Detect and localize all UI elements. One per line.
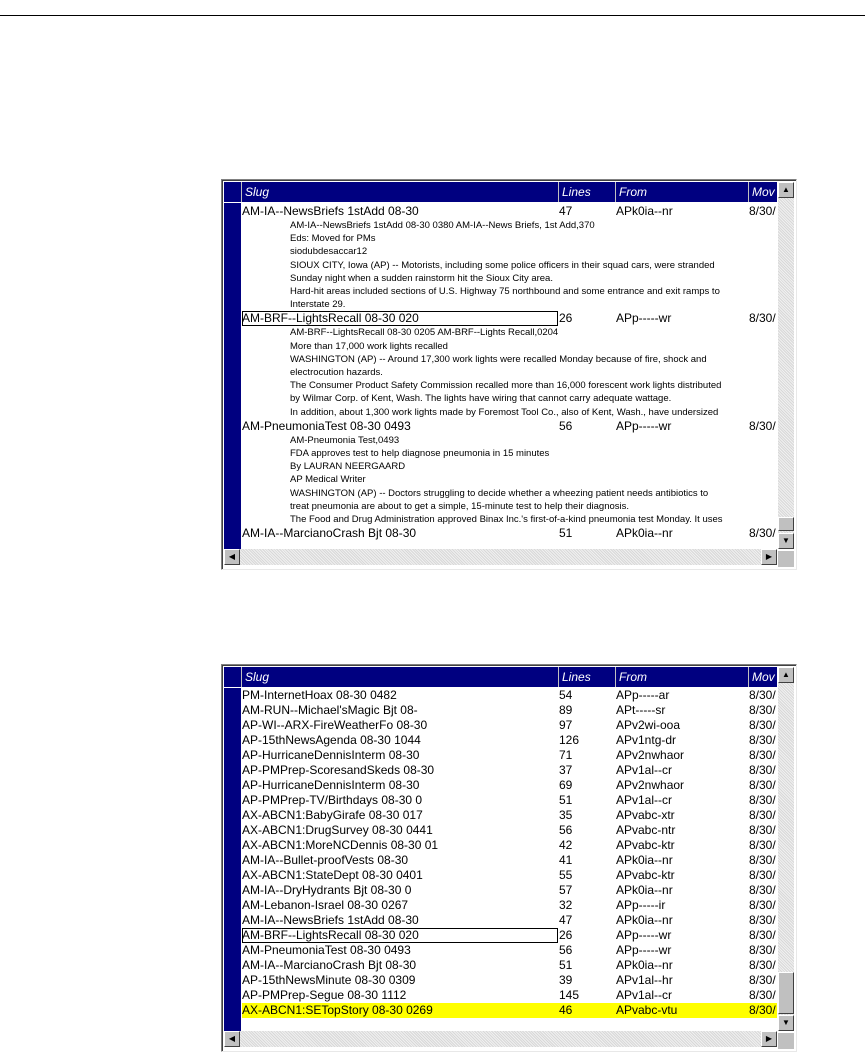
lines-cell: 126 <box>559 733 580 747</box>
vertical-scrollbar[interactable] <box>778 667 794 1031</box>
slug-cell: AM-IA--NewsBriefs 1stAdd 08-30 <box>242 204 419 218</box>
moved-cell: 8/30/ <box>749 853 776 867</box>
moved-cell: 8/30/ <box>749 958 776 972</box>
lines-cell: 54 <box>559 688 573 702</box>
table-row-selected[interactable] <box>242 1003 777 1018</box>
slug-cell: AM-IA--NewsBriefs 1stAdd 08-30 <box>242 913 419 927</box>
moved-cell: 8/30/ <box>749 778 776 792</box>
from-cell: APp-----wr <box>616 311 672 326</box>
moved-cell: 8/30/ <box>749 838 776 852</box>
lines-cell: 51 <box>559 793 573 807</box>
lines-cell: 57 <box>559 883 573 897</box>
moved-cell: 8/30/ <box>749 763 776 777</box>
story-text-line: The Consumer Product Safety Commission recalled more than 16,000 forescent work lights distributed <box>290 380 722 392</box>
table-row[interactable] <box>242 868 777 883</box>
story-text-line: FDA approves test to help diagnose pneumonia in 15 minutes <box>290 448 550 460</box>
story-text-line: Interstate 29. <box>290 299 346 311</box>
from-cell: APv1al--cr <box>616 988 673 1002</box>
from-cell: APv2nwhaor <box>616 748 685 762</box>
table-row[interactable] <box>242 688 777 703</box>
lines-cell: 42 <box>559 838 573 852</box>
lines-cell: 69 <box>559 778 573 792</box>
table-row[interactable] <box>242 988 777 1003</box>
slug-cell: AM-IA--DryHydrants Bjt 08-30 0 <box>242 883 412 897</box>
scroll-down-icon: ▼ <box>782 536 790 545</box>
moved-cell: 8/30/ <box>749 1003 776 1017</box>
table-row[interactable] <box>242 838 777 853</box>
lines-cell: 56 <box>559 418 573 433</box>
header-from[interactable]: From <box>616 667 749 687</box>
scrollbar-corner <box>778 551 794 567</box>
scroll-down-button[interactable] <box>778 1015 794 1031</box>
lines-cell: 56 <box>559 943 573 957</box>
lines-cell: 51 <box>559 526 573 541</box>
from-cell: APp-----wr <box>616 418 672 433</box>
slug-cell: AM-RUN--Michael'sMagic Bjt 08- <box>242 703 418 717</box>
from-cell: APp-----ir <box>616 898 666 912</box>
from-cell: APk0ia--nr <box>616 883 673 897</box>
moved-cell: 8/30/ <box>749 526 776 541</box>
scroll-up-button[interactable] <box>778 182 794 198</box>
from-cell: APk0ia--nr <box>616 526 673 541</box>
lines-cell: 41 <box>559 853 573 867</box>
moved-cell: 8/30/ <box>749 793 776 807</box>
slug-cell: AM-IA--MarcianoCrash Bjt 08-30 <box>242 526 417 541</box>
slug-cell: AP-HurricaneDennisInterm 08-30 <box>242 748 420 762</box>
scroll-left-icon: ◀ <box>228 552 236 561</box>
column-header <box>224 667 777 687</box>
table-row[interactable] <box>242 943 777 958</box>
moved-cell: 8/30/ <box>749 868 776 882</box>
scrollbar-corner <box>778 1033 794 1049</box>
table-row[interactable] <box>242 808 777 823</box>
from-cell: APk0ia--nr <box>616 958 673 972</box>
slug-cell: AM-IA--Bullet-proofVests 08-30 <box>242 853 409 867</box>
from-cell: APvabc-ktr <box>616 868 675 882</box>
slug-cell: AP-PMPrep-ScoresandSkeds 08-30 <box>242 763 435 777</box>
lines-cell: 47 <box>559 913 573 927</box>
scroll-left-icon: ◀ <box>228 1034 236 1043</box>
moved-cell: 8/30/ <box>749 748 776 762</box>
lines-cell: 56 <box>559 823 573 837</box>
moved-cell: 8/30/ <box>749 688 776 702</box>
scroll-up-icon: ▲ <box>782 185 790 194</box>
slug-cell: AP-PMPrep-Segue 08-30 1112 <box>242 988 407 1002</box>
scroll-down-button[interactable] <box>778 533 794 549</box>
scroll-right-icon: ▶ <box>765 552 773 561</box>
table-row[interactable] <box>242 748 777 763</box>
top-divider <box>0 15 865 16</box>
from-cell: APk0ia--nr <box>616 204 673 218</box>
horizontal-scrollbar[interactable] <box>224 1031 777 1047</box>
lines-cell: 89 <box>559 703 573 717</box>
from-cell: APv1al--hr <box>616 973 673 987</box>
story-text-line: The Food and Drug Administration approved Binax Inc.'s first-of-a-kind pneumonia test Monday. It uses <box>290 514 723 526</box>
lines-cell: 37 <box>559 763 573 777</box>
horizontal-scrollbar[interactable] <box>224 549 777 565</box>
story-text-line: electrocution hazards. <box>290 367 383 379</box>
slug-cell: AX-ABCN1:SETopStory 08-30 0269 <box>242 1003 433 1017</box>
from-cell: APvabc-ntr <box>616 823 676 837</box>
moved-cell: 8/30/ <box>749 703 776 717</box>
from-cell: APp-----wr <box>616 943 672 957</box>
slug-cell: AP-PMPrep-TV/Birthdays 08-30 0 <box>242 793 423 807</box>
scroll-thumb[interactable] <box>778 972 794 1014</box>
story-text-line: treat pneumonia are about to get a simple, 15-minute test to help their diagnosis. <box>290 500 630 512</box>
lines-cell: 97 <box>559 718 573 732</box>
table-row[interactable] <box>242 733 777 748</box>
moved-cell: 8/30/ <box>749 733 776 747</box>
header-slug[interactable]: Slug <box>242 667 559 687</box>
lines-cell: 26 <box>559 928 573 942</box>
table-row[interactable] <box>242 718 777 733</box>
expanded-story-panel <box>221 179 797 570</box>
story-text-line: AM-IA--NewsBriefs 1stAdd 08-30 0380 AM-IA--News Briefs, 1st Add,370 <box>290 220 595 231</box>
table-row[interactable] <box>242 793 777 808</box>
scroll-right-button[interactable] <box>761 549 777 565</box>
scroll-right-icon: ▶ <box>765 1034 773 1043</box>
moved-cell: 8/30/ <box>749 418 776 433</box>
slug-cell: PM-InternetHoax 08-30 0482 <box>242 688 397 702</box>
from-cell: APv1al--cr <box>616 793 673 807</box>
slug-cell: AP-WI--ARX-FireWeatherFo 08-30 <box>242 718 428 732</box>
scroll-left-button[interactable] <box>224 549 240 565</box>
from-cell: APv2nwhaor <box>616 778 685 792</box>
lines-cell: 145 <box>559 988 580 1002</box>
moved-cell: 8/30/ <box>749 823 776 837</box>
header-moved[interactable]: Mov <box>752 185 775 199</box>
from-cell: APp-----wr <box>616 928 672 942</box>
from-cell: APv2wi-ooa <box>616 718 681 732</box>
lines-cell: 26 <box>559 311 573 326</box>
table-row[interactable] <box>242 703 777 718</box>
story-text-line: by Wilmar Corp. of Kent, Wash. The lights have wiring that cannot carry adequate wattage. <box>290 393 672 405</box>
from-cell: APp-----ar <box>616 688 670 702</box>
table-row[interactable] <box>242 526 777 541</box>
from-cell: APk0ia--nr <box>616 853 673 867</box>
from-cell: APk0ia--nr <box>616 913 673 927</box>
story-text-line: More than 17,000 work lights recalled <box>290 340 448 352</box>
table-row[interactable] <box>242 823 777 838</box>
from-cell: APv1al--cr <box>616 763 673 777</box>
table-row[interactable] <box>242 853 777 868</box>
lines-cell: 46 <box>559 1003 573 1017</box>
slug-cell: AM-BRF--LightsRecall 08-30 020 <box>242 311 558 326</box>
table-row[interactable] <box>242 763 777 778</box>
story-text-line: By LAURAN NEERGAARD <box>290 461 406 473</box>
scroll-up-icon: ▲ <box>782 670 790 679</box>
story-text-line: AP Medical Writer <box>290 474 366 486</box>
header-from[interactable]: From <box>616 182 749 202</box>
table-row[interactable] <box>242 419 777 434</box>
slug-cell: AM-BRF--LightsRecall 08-30 020 <box>242 928 558 943</box>
story-text-line: SIOUX CITY, Iowa (AP) -- Motorists, including some police officers in their squad cars, were stranded <box>290 259 715 271</box>
moved-cell: 8/30/ <box>749 988 776 1002</box>
from-cell: APvabc-ktr <box>616 838 675 852</box>
story-list <box>242 204 777 549</box>
story-text-line: WASHINGTON (AP) -- Around 17,300 work lights were recalled Monday because of fire, shock and <box>290 353 707 365</box>
table-row[interactable] <box>242 898 777 913</box>
from-cell: APvabc-vtu <box>616 1003 678 1017</box>
slug-cell: AM-IA--MarcianoCrash Bjt 08-30 <box>242 958 417 972</box>
story-list <box>242 688 777 1031</box>
row-selector-column[interactable] <box>224 688 241 1031</box>
moved-cell: 8/30/ <box>749 928 776 942</box>
slug-cell: AX-ABCN1:StateDept 08-30 0401 <box>242 868 423 882</box>
slug-cell: AX-ABCN1:MoreNCDennis 08-30 01 <box>242 838 439 852</box>
story-text-line: Hard-hit areas included sections of U.S. Highway 75 northbound and some entrance and exit ramps to <box>290 286 720 298</box>
slug-cell: AX-ABCN1:BabyGirafe 08-30 017 <box>242 808 423 822</box>
from-cell: APv1ntg-dr <box>616 733 677 747</box>
lines-cell: 71 <box>559 748 573 762</box>
moved-cell: 8/30/ <box>749 718 776 732</box>
story-text-line: Sunday night when a sudden rainstorm hit the Sioux City area. <box>290 272 553 284</box>
row-selector-column[interactable] <box>224 203 241 549</box>
story-text-line: siodubdesaccar12 <box>290 246 368 258</box>
scroll-left-button[interactable] <box>224 1031 240 1047</box>
scroll-up-button[interactable] <box>778 667 794 683</box>
story-list-panel <box>221 664 797 1052</box>
slug-cell: AP-HurricaneDennisInterm 08-30 <box>242 778 420 792</box>
header-slug[interactable]: Slug <box>242 182 559 202</box>
vertical-scrollbar[interactable] <box>778 182 794 549</box>
slug-cell: AP-15thNewsAgenda 08-30 1044 <box>242 733 421 747</box>
slug-cell: AM-PneumoniaTest 08-30 0493 <box>242 418 411 433</box>
slug-cell: AM-Lebanon-Israel 08-30 0267 <box>242 898 409 912</box>
story-text-line: Eds: Moved for PMs <box>290 233 376 245</box>
lines-cell: 47 <box>559 204 573 218</box>
moved-cell: 8/30/ <box>749 898 776 912</box>
moved-cell: 8/30/ <box>749 311 776 326</box>
moved-cell: 8/30/ <box>749 973 776 987</box>
moved-cell: 8/30/ <box>749 943 776 957</box>
header-lines[interactable]: Lines <box>559 182 616 202</box>
story-text-line: AM-BRF--LightsRecall 08-30 0205 AM-BRF--Lights Recall,0204 <box>290 327 559 339</box>
moved-cell: 8/30/ <box>749 913 776 927</box>
moved-cell: 8/30/ <box>749 204 776 218</box>
moved-cell: 8/30/ <box>749 808 776 822</box>
lines-cell: 32 <box>559 898 573 912</box>
table-row[interactable] <box>242 311 777 326</box>
lines-cell: 39 <box>559 973 573 987</box>
header-lines[interactable]: Lines <box>559 667 616 687</box>
lines-cell: 55 <box>559 868 573 882</box>
from-cell: APt-----sr <box>616 703 666 717</box>
table-row[interactable] <box>242 928 777 943</box>
scroll-thumb[interactable] <box>778 517 794 531</box>
slug-cell: AP-15thNewsMinute 08-30 0309 <box>242 973 416 987</box>
header-moved[interactable]: Mov <box>752 670 775 684</box>
column-header <box>224 182 777 202</box>
slug-cell: AM-PneumoniaTest 08-30 0493 <box>242 943 411 957</box>
story-text-line: WASHINGTON (AP) -- Doctors struggling to decide whether a wheezing patient needs antibiotics to <box>290 487 709 499</box>
story-text-line: AM-Pneumonia Test,0493 <box>290 434 400 446</box>
story-text-line: In addition, about 1,300 work lights made by Foremost Tool Co., also of Kent, Wash., have undersized <box>290 406 719 418</box>
from-cell: APvabc-xtr <box>616 808 675 822</box>
scroll-right-button[interactable] <box>761 1031 777 1047</box>
moved-cell: 8/30/ <box>749 883 776 897</box>
table-row[interactable] <box>242 913 777 928</box>
lines-cell: 51 <box>559 958 573 972</box>
header-corner <box>224 667 242 687</box>
table-row[interactable] <box>242 958 777 973</box>
table-row[interactable] <box>242 778 777 793</box>
lines-cell: 35 <box>559 808 573 822</box>
slug-cell: AX-ABCN1:DrugSurvey 08-30 0441 <box>242 823 433 837</box>
header-corner <box>224 182 242 202</box>
scroll-down-icon: ▼ <box>782 1018 790 1027</box>
table-row[interactable] <box>242 204 777 219</box>
table-row[interactable] <box>242 973 777 988</box>
table-row[interactable] <box>242 883 777 898</box>
